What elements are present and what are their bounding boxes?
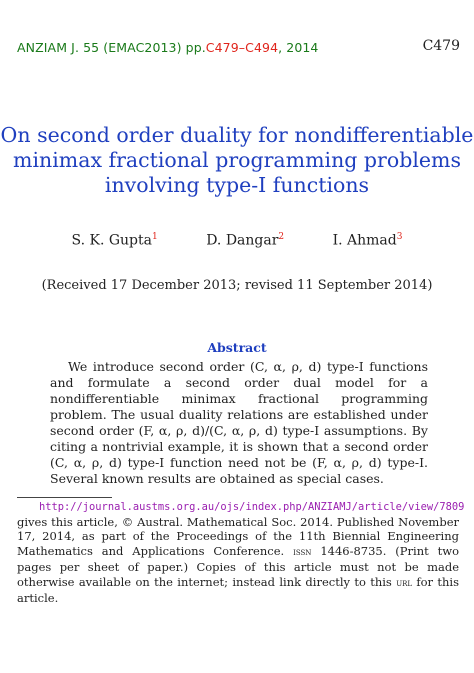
author-name: D. Dangar (206, 232, 279, 249)
journal-header (17, 40, 318, 55)
author-affiliation-link[interactable]: 1 (152, 232, 158, 242)
abstract-text: We introduce second order (C, α, ρ, d) type-I functions and formulate a second order dual model for a nondifferentiable minimax fractional programming problem. The usual duality relations are established under second order (F, α, ρ, d)/(C, α, ρ, d) type-I assumptions. By citing a nontrivial example, it is shown that a second order (C, α, ρ, d) type-I function need not be (F, α, ρ, d) type-I. Several known results are obtained as special cases. (50, 359, 428, 486)
journal-year: , 2014 (278, 40, 319, 55)
author-list (0, 232, 474, 249)
abstract-heading: Abstract (207, 340, 267, 355)
article-url-link[interactable]: http://journal.austms.org.au/ojs/index.php/ANZIAMJ/article/view/7809 (39, 501, 465, 513)
author-affiliation-link[interactable]: 3 (396, 232, 403, 242)
journal-citation: ANZIAM J. 55 (EMAC2013) pp. (17, 40, 206, 55)
author-name: S. K. Gupta (71, 232, 152, 249)
paper-title (0, 123, 474, 198)
page-number: C479 (422, 38, 460, 54)
received-dates: (Received 17 December 2013; revised 11 September 2014) (41, 278, 433, 293)
title-line-3: involving type-I functions (104, 173, 370, 197)
title-line-1: On second order duality for nondifferentiable (0, 123, 474, 147)
footnote-text-3: for this article. (17, 574, 459, 605)
footnote-divider (17, 497, 112, 498)
author (72, 232, 158, 249)
footnote (17, 500, 465, 606)
author (206, 232, 284, 249)
issn-label: issn (293, 546, 312, 558)
title-line-2: minimax fractional programming problems (13, 148, 461, 172)
url-label: url (396, 577, 413, 589)
author-name: I. Ahmad (332, 232, 397, 249)
footnote-text-2: 1446-8735. (Print two pages per sheet of paper.) Copies of this article must not be made otherwise available on the internet; instead link directly to this (17, 543, 459, 589)
page-range-link[interactable]: C479–C494 (205, 40, 279, 55)
author-affiliation-link[interactable]: 2 (278, 232, 285, 242)
author (333, 232, 403, 249)
footnote-text-1: gives this article, © Austral. Mathematical Soc. 2014. Published November 17, 2014, as part of the Proceedings of the 11th Biennial Engineering Mathematics and Applications Conference. (17, 514, 459, 558)
